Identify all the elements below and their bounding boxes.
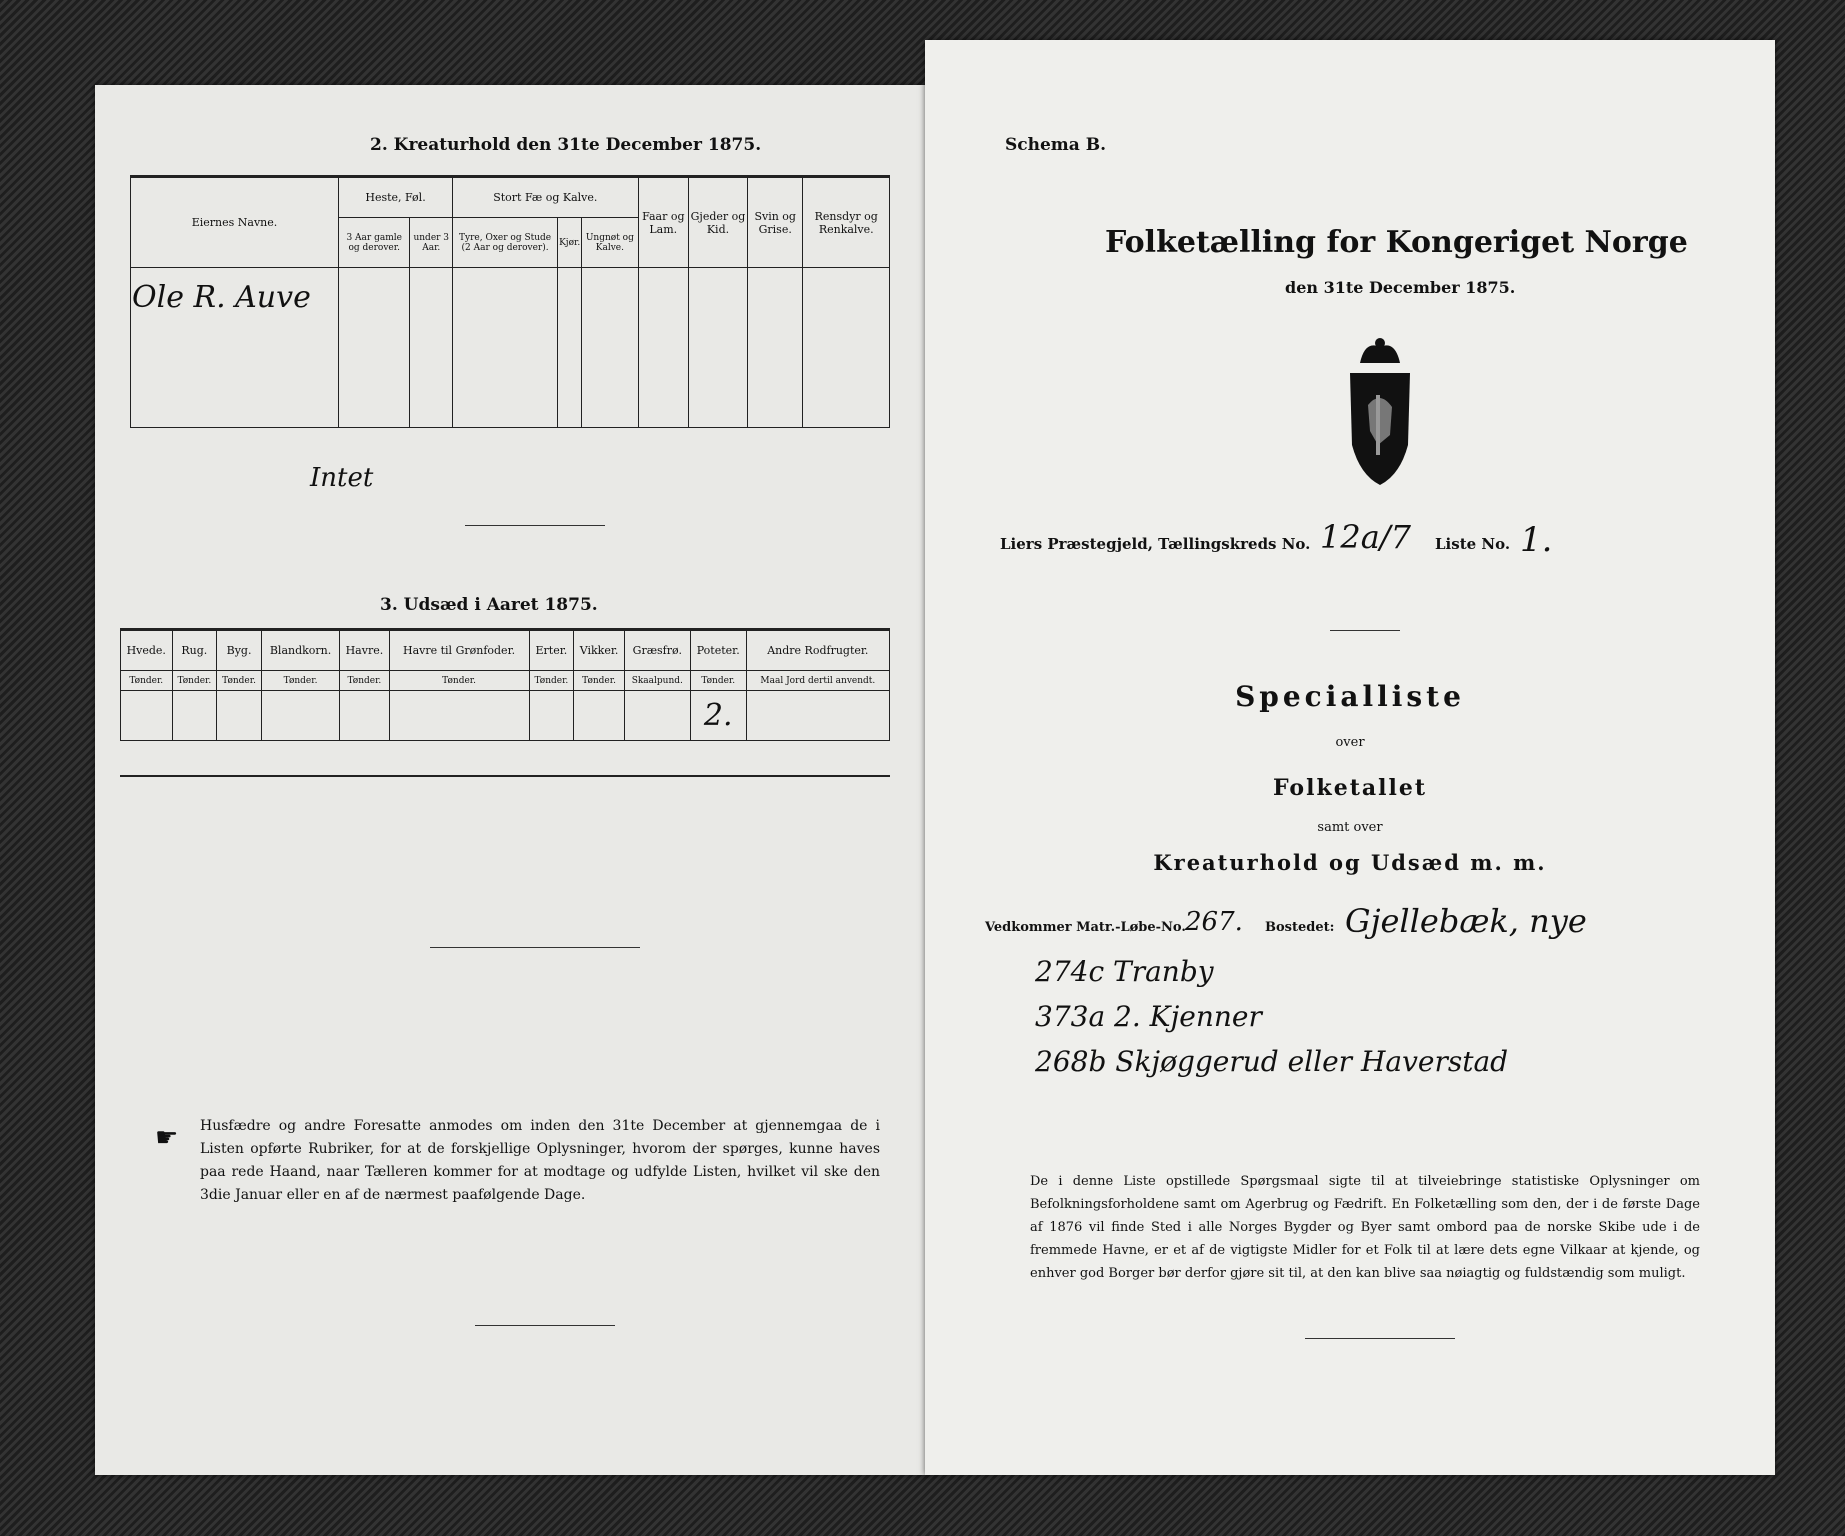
schema-label: Schema B. [1005, 135, 1107, 155]
sheep-header: Faar og Lam. [638, 178, 688, 268]
table-cell [340, 691, 389, 741]
reindeer-header: Rensdyr og Renkalve. [803, 178, 890, 268]
col-rug: Rug. [172, 631, 217, 671]
table-cell [261, 691, 339, 741]
unit-cell: Tønder. [529, 671, 574, 691]
livestock-table [130, 177, 890, 428]
col-andre-rodfrugter: Andre Rodfrugter. [746, 631, 889, 671]
folketallet-heading: Folketallet [1273, 775, 1427, 801]
entry-3: 268b Skjøggerud eller Haverstad [1035, 1045, 1509, 1078]
table-cell [638, 268, 688, 428]
col-erter: Erter. [529, 631, 574, 671]
unit-cell: Tønder. [121, 671, 173, 691]
horses-old-header: 3 Aar gamle og derover. [339, 218, 410, 268]
calves-header: Ungnøt og Kalve. [582, 218, 638, 268]
left-page [95, 85, 930, 1475]
notice-text: Husfædre og andre Foresatte anmodes om inden den 31te December at gjennemgaa de i Listen opførte Rubriker, for at de forskjellige Oplysninger, hvorom der spørges, kunne haves paa rede Haand, naar Tælleren kommer for at modtage og udfylde Listen, hvilket vil ske den 3die Januar eller en af de nærmest paafølgende Dage. [200, 1118, 880, 1203]
table-cell [624, 691, 690, 741]
livestock-title: 2. Kreaturhold den 31te December 1875. [370, 135, 762, 155]
pointing-hand-icon: ☛ [155, 1123, 179, 1153]
list-number: 1. [1520, 520, 1553, 560]
entry-1: 274c Tranby [1035, 955, 1214, 988]
table-cell [582, 268, 638, 428]
sowing-title: 3. Udsæd i Aaret 1875. [380, 595, 598, 615]
table-cell [558, 268, 582, 428]
matr-label: Vedkommer Matr.-Løbe-No. [985, 920, 1186, 935]
table-cell [121, 691, 173, 741]
over-label: over [1335, 735, 1365, 750]
sowing-table [120, 630, 890, 741]
unit-cell: Tønder. [574, 671, 625, 691]
unit-cell: Tønder. [172, 671, 217, 691]
owner-name-cell [131, 268, 339, 428]
table-cell [574, 691, 625, 741]
list-label: Liste No. [1435, 535, 1511, 553]
col-blandkorn: Blandkorn. [261, 631, 339, 671]
table-cell [217, 691, 262, 741]
col-havre: Havre. [340, 631, 389, 671]
table-cell [746, 691, 889, 741]
owner-name: Ole R. Auve [132, 280, 311, 315]
table-cell [410, 268, 453, 428]
col-graesfro: Græsfrø. [624, 631, 690, 671]
horses-young-header: under 3 Aar. [410, 218, 453, 268]
norway-crest-icon [1330, 335, 1430, 495]
horses-group-header: Heste, Føl. [339, 178, 453, 218]
sowing-bottom-rule [120, 775, 890, 777]
divider [430, 947, 640, 948]
bostedet-label: Bostedet: [1265, 920, 1335, 935]
col-poteter: Poteter. [690, 631, 746, 671]
table-cell [389, 691, 529, 741]
table-cell [803, 268, 890, 428]
divider [1305, 1338, 1455, 1339]
main-title: Folketælling for Kongeriget Norge [1105, 225, 1688, 260]
goats-header: Gjeder og Kid. [689, 178, 748, 268]
matr-number: 267. [1185, 907, 1243, 937]
divider [465, 525, 605, 526]
cows-header: Kjør. [558, 218, 582, 268]
bostedet-value: Gjellebæk, nye [1345, 902, 1587, 940]
unit-cell: Tønder. [261, 671, 339, 691]
unit-cell: Tønder. [217, 671, 262, 691]
col-hvede: Hvede. [121, 631, 173, 671]
pigs-header: Svin og Grise. [747, 178, 803, 268]
district-label: Liers Præstegjeld, Tællingskreds No. [1000, 535, 1311, 553]
table-cell [689, 268, 748, 428]
specialliste-heading: Specialliste [1235, 680, 1465, 713]
unit-cell: Tønder. [340, 671, 389, 691]
intro-paragraph: De i denne Liste opstillede Spørgsmaal sigte til at tilveiebringe statistiske Oplysninger om Befolkningsforholdene samt om Agerbrug og Fædrift. En Folketælling som den, der i de første Dage af 1876 vil finde Sted i alle Norges Bygder og Byer samt ombord paa de norske Skibe ude i de fremmede Havne, er et af de vigtigste Midler for et Folk til at lære dets egne Vilkaar at kjende, og enhver god Borger bør derfor gjøre sit til, at den kan blive saa nøiagtig og fuldstændig som muligt. [1030, 1174, 1700, 1281]
owner-column-header: Eiernes Navne. [131, 178, 339, 268]
unit-cell: Maal Jord dertil anvendt. [746, 671, 889, 691]
table-cell [172, 691, 217, 741]
cattle-group-header: Stort Fæ og Kalve. [453, 178, 638, 218]
col-byg: Byg. [217, 631, 262, 671]
divider [475, 1325, 615, 1326]
table-cell [529, 691, 574, 741]
col-havre-gronfoder: Havre til Grønfoder. [389, 631, 529, 671]
samt-over-label: samt over [1317, 820, 1383, 835]
bulls-header: Tyre, Oxer og Stude (2 Aar og derover). [453, 218, 558, 268]
district-number: 12a/7 [1320, 518, 1411, 556]
table-cell [747, 268, 803, 428]
table-cell [339, 268, 410, 428]
right-page [925, 40, 1775, 1475]
kreaturhold-heading: Kreaturhold og Udsæd m. m. [1153, 850, 1547, 875]
table-cell [453, 268, 558, 428]
unit-cell: Skaalpund. [624, 671, 690, 691]
poteter-value: 2. [690, 691, 746, 741]
unit-cell: Tønder. [389, 671, 529, 691]
col-vikker: Vikker. [574, 631, 625, 671]
divider [1330, 630, 1400, 631]
unit-cell: Tønder. [690, 671, 746, 691]
livestock-note: Intet [310, 463, 374, 493]
census-date: den 31te December 1875. [1285, 278, 1516, 297]
entry-2: 373a 2. Kjenner [1035, 1000, 1262, 1033]
